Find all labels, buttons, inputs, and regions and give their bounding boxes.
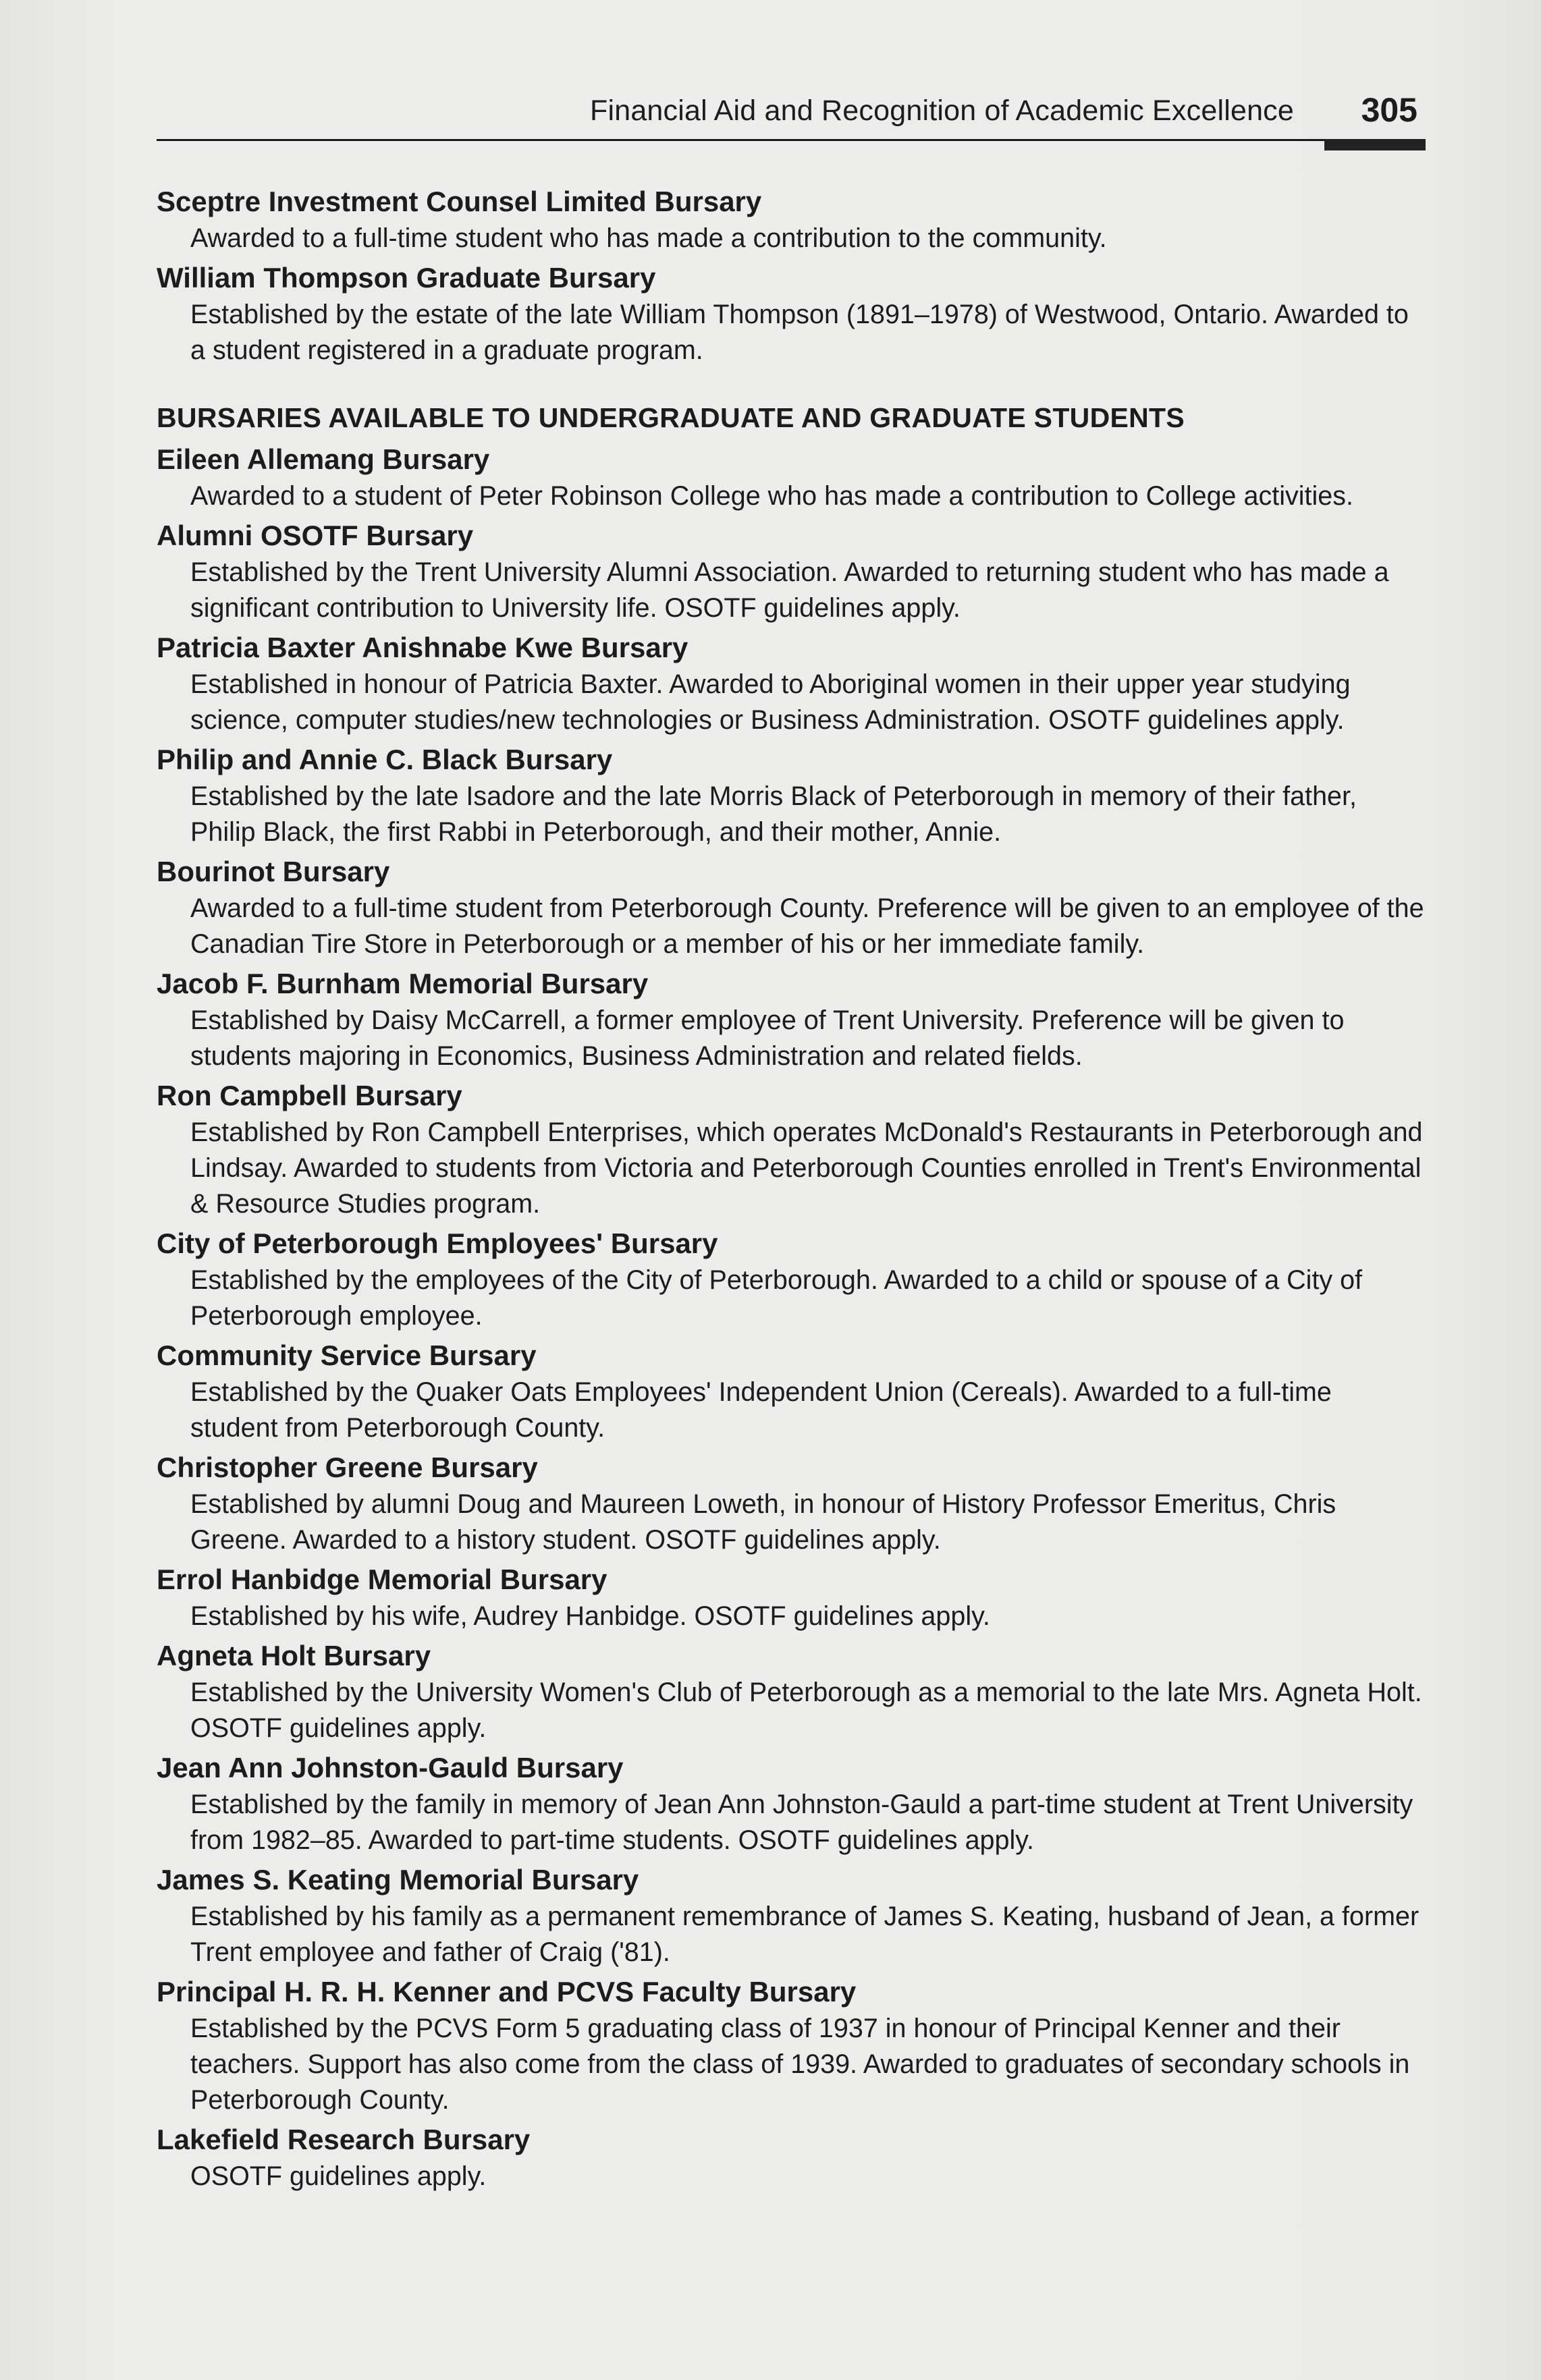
bursary-entry (157, 1974, 1426, 2118)
header-tab-marker (1324, 139, 1426, 150)
bursary-entry (157, 966, 1426, 1074)
bursary-description: Established by the Trent University Alumni Association. Awarded to returning student who has made a significant contribution to University life. OSOTF guidelines apply. (190, 557, 1389, 623)
bursary-title: City of Peterborough Employees' Bursary (157, 1227, 718, 1259)
page-content (157, 184, 1426, 2198)
bursary-description: OSOTF guidelines apply. (190, 2161, 487, 2191)
bursary-title: Lakefield Research Bursary (157, 2124, 531, 2155)
bursary-entry (157, 1078, 1426, 1222)
section-heading: BURSARIES AVAILABLE TO UNDERGRADUATE AND GRADUATE STUDENTS (157, 402, 1185, 433)
bursary-entry (157, 260, 1426, 368)
bursary-description: Awarded to a full-time student from Peterborough County. Preference will be given to an employee of the Canadian Tire Store in Peterborough or a member of his or her immediate family. (190, 893, 1424, 959)
bursary-title: Eileen Allemang Bursary (157, 443, 490, 475)
bursary-entry (157, 184, 1426, 256)
bursary-description: Awarded to a full-time student who has made a contribution to the community. (190, 223, 1107, 253)
bursary-title: William Thompson Graduate Bursary (157, 262, 656, 294)
bursary-entry (157, 1449, 1426, 1558)
bursary-entry (157, 518, 1426, 626)
bursary-title: Jean Ann Johnston-Gauld Bursary (157, 1752, 624, 1783)
bursary-title: Alumni OSOTF Bursary (157, 520, 474, 551)
bursary-description: Established by the family in memory of Jean Ann Johnston-Gauld a part-time student at Trent University from 1982–85. Awarded to part-time students. OSOTF guidelines apply. (190, 1790, 1413, 1855)
bursary-title: Philip and Annie C. Black Bursary (157, 744, 613, 775)
bursary-description: Established by the late Isadore and the late Morris Black of Peterborough in memory of their father, Philip Black, the first Rabbi in Peterborough, and their mother, Annie. (190, 781, 1357, 847)
running-head (157, 85, 1426, 140)
bursary-title: Principal H. R. H. Kenner and PCVS Faculty Bursary (157, 1976, 857, 2008)
page-number: 305 (1361, 91, 1417, 129)
running-head-title: Financial Aid and Recognition of Academic Excellence (589, 94, 1294, 127)
bursary-title: Agneta Holt Bursary (157, 1640, 431, 1671)
bursary-entry (157, 1225, 1426, 1334)
bursary-entry (157, 1750, 1426, 1858)
bursary-description: Established by the employees of the City of Peterborough. Awarded to a child or spouse of a City of Peterborough employee. (190, 1265, 1363, 1331)
bursary-description: Awarded to a student of Peter Robinson College who has made a contribution to College activities. (190, 481, 1353, 511)
bursary-description: Established by the University Women's Club of Peterborough as a memorial to the late Mrs. Agneta Holt. OSOTF guidelines apply. (190, 1678, 1422, 1743)
bursary-entry (157, 441, 1426, 514)
bursary-entry (157, 854, 1426, 962)
bursary-entry (157, 2122, 1426, 2194)
bursary-description: Established by Daisy McCarrell, a former employee of Trent University. Preference will be given to students majoring in Economics, Business Administration and related fields. (190, 1005, 1345, 1071)
bursary-description: Established by the PCVS Form 5 graduating class of 1937 in honour of Principal Kenner and their teachers. Support has also come from the class of 1939. Awarded to graduates of secondary schools in Peterborough County. (190, 2014, 1410, 2115)
bursary-entry (157, 1561, 1426, 1634)
bursary-title: Bourinot Bursary (157, 856, 390, 887)
bursary-title: Patricia Baxter Anishnabe Kwe Bursary (157, 632, 688, 663)
bursary-title: Jacob F. Burnham Memorial Bursary (157, 968, 649, 999)
bursary-description: Established by his family as a permanent remembrance of James S. Keating, husband of Jean, a former Trent employee and father of Craig ('81). (190, 1902, 1420, 1967)
header-rule (157, 139, 1426, 141)
bursary-entry (157, 1638, 1426, 1746)
bursary-description: Established by the estate of the late William Thompson (1891–1978) of Westwood, Ontario. Awarded to a student registered in a graduate program. (190, 300, 1409, 365)
bursary-title: Community Service Bursary (157, 1339, 537, 1371)
bursary-description: Established by alumni Doug and Maureen Loweth, in honour of History Professor Emeritus, Chris Greene. Awarded to a history student. OSOTF guidelines apply. (190, 1489, 1336, 1555)
bursary-title: Christopher Greene Bursary (157, 1451, 538, 1483)
bursary-title: James S. Keating Memorial Bursary (157, 1864, 639, 1895)
bursary-entry (157, 1337, 1426, 1446)
bursary-entry (157, 630, 1426, 738)
bursary-title: Errol Hanbidge Memorial Bursary (157, 1563, 607, 1595)
bursary-entry (157, 742, 1426, 850)
bursary-description: Established by the Quaker Oats Employees' Independent Union (Cereals). Awarded to a full-time student from Peterborough County. (190, 1377, 1332, 1443)
bursary-description: Established by Ron Campbell Enterprises, which operates McDonald's Restaurants in Peterborough and Lindsay. Awarded to students from Victoria and Peterborough Counties enrolled in Trent's Environmental & Resource Studies program. (190, 1117, 1423, 1219)
bursary-description: Established in honour of Patricia Baxter. Awarded to Aboriginal women in their upper year studying science, computer studies/new technologies or Business Administration. OSOTF guidelines apply. (190, 669, 1351, 735)
bursary-title: Ron Campbell Bursary (157, 1080, 462, 1111)
bursary-title: Sceptre Investment Counsel Limited Bursary (157, 186, 762, 217)
bursary-entry (157, 1862, 1426, 1970)
bursary-description: Established by his wife, Audrey Hanbidge. OSOTF guidelines apply. (190, 1601, 990, 1631)
